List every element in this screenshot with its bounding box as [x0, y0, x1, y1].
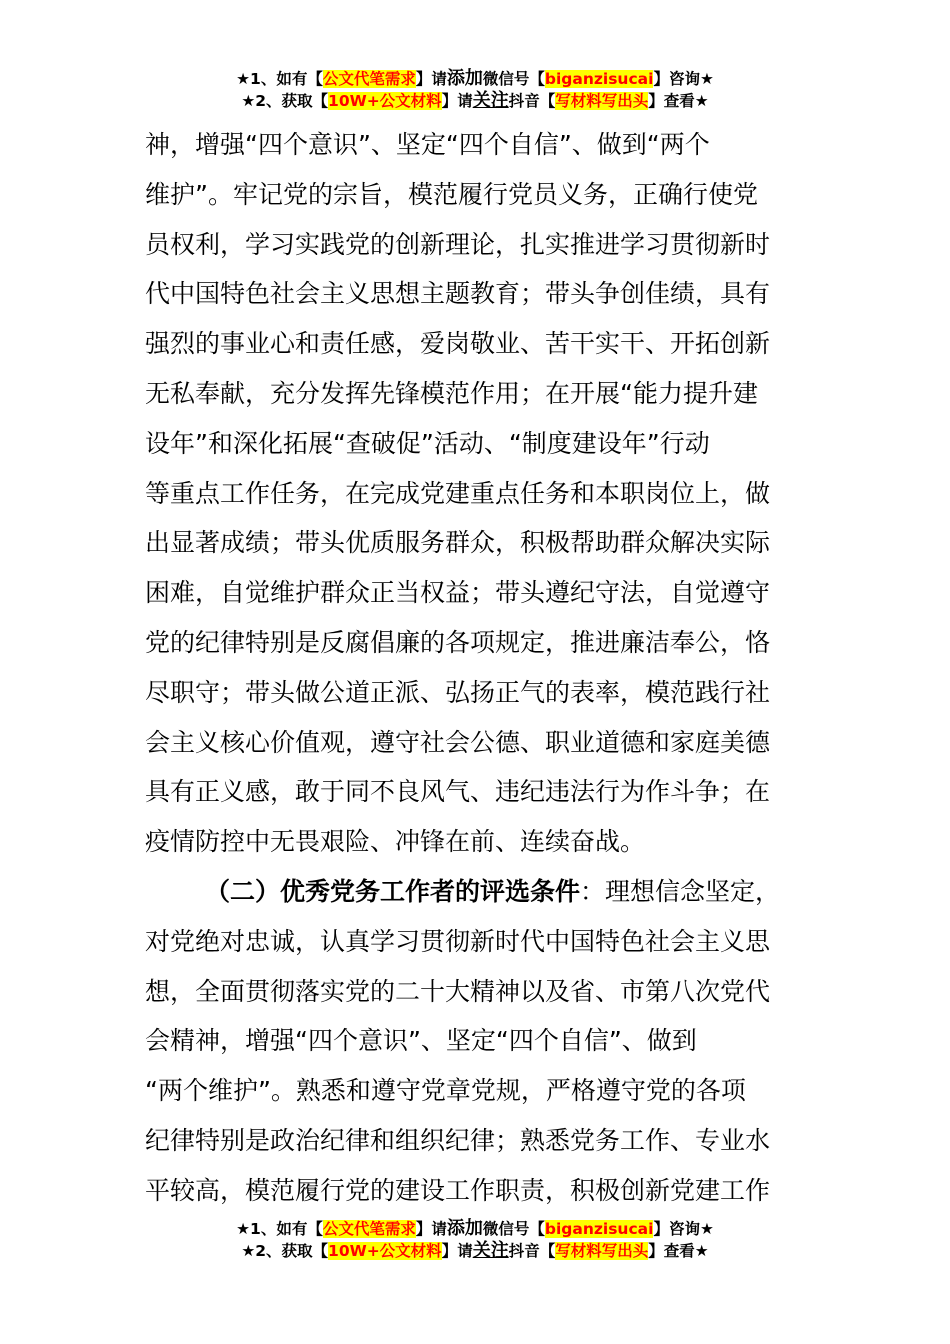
promo-text: 抖音【 [508, 92, 556, 110]
body-line: 纪律特别是政治纪律和组织纪律；熟悉党务工作、专业水 [145, 1125, 771, 1155]
body-line: 等重点工作任务，在完成党建重点任务和本职岗位上，做 [145, 478, 771, 508]
promo-text: ★1、如有【 [236, 1220, 323, 1238]
body-line: 会精神，增强“四个意识”、坚定“四个自信”、做到 [145, 1026, 697, 1056]
promo-line-1 [0, 1218, 950, 1240]
footer-promo-banner [0, 1218, 950, 1262]
section-first-line-rest: ：理想信念坚定， [580, 876, 781, 906]
promo-line-2 [0, 90, 950, 112]
promo-emphasis: 添加 [446, 68, 483, 89]
section-first-line [145, 867, 845, 917]
body-line: 会主义核心价值观，遵守社会公德、职业道德和家庭美德 [145, 727, 771, 757]
body-line: 无私奉献，充分发挥先锋模范作用；在开展“能力提升建 [145, 378, 758, 408]
promo-text: ★2、获取【 [241, 1242, 329, 1260]
promo-text: 】请 [415, 1220, 447, 1238]
body-line: 具有正义感，敢于同不良风气、违纪违法行为作斗争；在 [145, 777, 771, 807]
body-line: 平较高，模范履行党的建设工作职责，积极创新党建工作 [145, 1175, 771, 1205]
body-line: 强烈的事业心和责任感，爱岗敬业、苦干实干、开拓创新 [145, 329, 771, 359]
body-line: 对党绝对忠诚，认真学习贯彻新时代中国特色社会主义思 [145, 926, 771, 956]
promo-line-2 [0, 1240, 950, 1262]
body-line: 维护”。牢记党的宗旨，模范履行党员义务，正确行使党 [145, 179, 758, 209]
promo-emphasis: 关注 [472, 90, 509, 111]
promo-highlight-douyin: 写材料写出头 [555, 1242, 649, 1260]
promo-text: 】查看★ [648, 92, 709, 110]
promo-text: ★2、获取【 [241, 92, 329, 110]
body-line: 设年”和深化拓展“查破促”活动、“制度建设年”行动 [145, 428, 710, 458]
promo-highlight-service: 公文代笔需求 [322, 70, 416, 88]
promo-highlight-materials: 10W+公文材料 [328, 1242, 442, 1260]
promo-text: 微信号【 [482, 70, 545, 88]
promo-text: 微信号【 [482, 1220, 545, 1238]
body-line: 代中国特色社会主义思想主题教育；带头争创佳绩，具有 [145, 279, 771, 309]
promo-emphasis: 关注 [472, 1240, 509, 1261]
promo-emphasis: 添加 [446, 1218, 483, 1239]
body-line: 员权利，学习实践党的创新理论，扎实推进学习贯彻新时 [145, 229, 771, 259]
promo-text: 】请 [415, 70, 447, 88]
body-line: “两个维护”。熟悉和遵守党章党规，严格遵守党的各项 [145, 1076, 746, 1106]
promo-highlight-wechat-id: biganzisucai [544, 70, 654, 88]
promo-text: 】请 [441, 1242, 473, 1260]
promo-highlight-service: 公文代笔需求 [322, 1220, 416, 1238]
promo-text: 】查看★ [648, 1242, 709, 1260]
promo-highlight-douyin: 写材料写出头 [555, 92, 649, 110]
header-promo-banner [0, 68, 950, 112]
document-body [145, 120, 845, 1216]
promo-text: 】请 [441, 92, 473, 110]
body-line: 尽职守；带头做公道正派、弘扬正气的表率，模范践行社 [145, 677, 771, 707]
body-line: 神，增强“四个意识”、坚定“四个自信”、做到“两个 [145, 130, 710, 159]
body-line: 疫情防控中无畏艰险、冲锋在前、连续奋战。 [145, 827, 646, 857]
body-line: 出显著成绩；带头优质服务群众，积极帮助群众解决实际 [145, 528, 771, 558]
body-line: 党的纪律特别是反腐倡廉的各项规定，推进廉洁奉公，恪 [145, 627, 771, 657]
promo-line-1 [0, 68, 950, 90]
section-heading: （二）优秀党务工作者的评选条件 [205, 876, 581, 906]
promo-highlight-wechat-id: biganzisucai [544, 1220, 654, 1238]
body-line: 想，全面贯彻落实党的二十大精神以及省、市第八次党代 [145, 976, 771, 1006]
promo-text: 】咨询★ [653, 1220, 714, 1238]
promo-highlight-materials: 10W+公文材料 [328, 92, 442, 110]
body-line: 困难，自觉维护群众正当权益；带头遵纪守法，自觉遵守 [145, 578, 771, 608]
promo-text: ★1、如有【 [236, 70, 323, 88]
promo-text: 抖音【 [508, 1242, 556, 1260]
promo-text: 】咨询★ [653, 70, 714, 88]
